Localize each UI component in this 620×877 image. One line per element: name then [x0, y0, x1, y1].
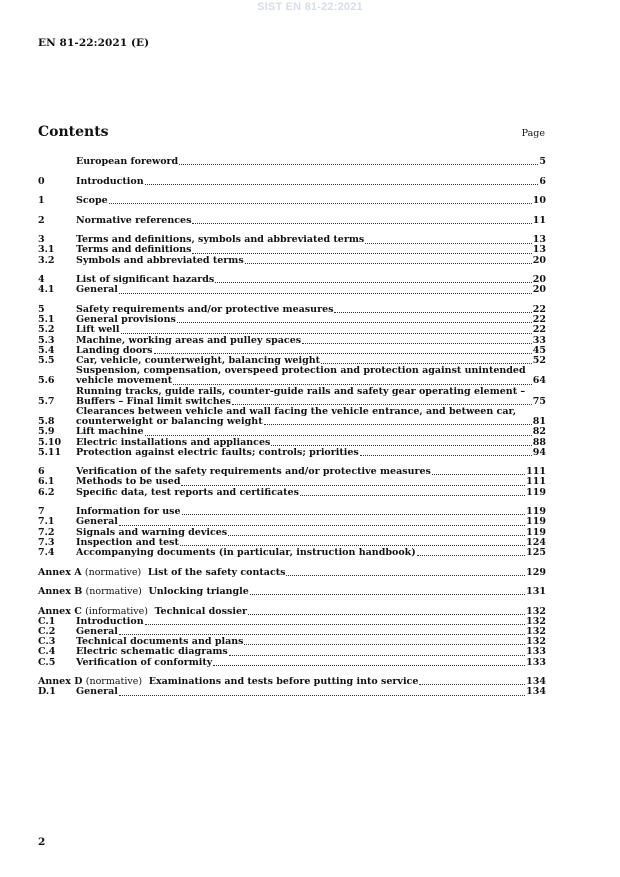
toc-entry-title: Machine, working areas and pulley spaces [76, 334, 302, 346]
toc-entry[interactable] [38, 285, 546, 295]
toc-entry-number: 5.7 [38, 395, 55, 407]
toc-entry-page: 20 [532, 284, 546, 296]
toc-entry-title: Inspection and test [76, 536, 179, 548]
toc-entry-title: Technical documents and plans [76, 636, 244, 648]
toc-entry-title: Technical dossier [154, 605, 247, 617]
toc-entry-page: 45 [532, 344, 546, 356]
page-column-label: Page [521, 128, 545, 139]
toc-dot-leader [145, 183, 539, 185]
toc-entry[interactable] [38, 387, 546, 407]
toc-entry-title: Symbols and abbreviated terms [76, 254, 244, 266]
toc-entry-page: 88 [532, 436, 546, 448]
toc-entry-number: 6 [38, 466, 45, 478]
toc-annex-type: (normative) [85, 676, 143, 688]
toc-dot-leader [180, 544, 525, 546]
toc-entry-page: 13 [532, 244, 546, 256]
toc-dot-leader [154, 352, 532, 354]
toc-dot-leader [213, 664, 525, 666]
toc-entry-number: 3.1 [38, 244, 55, 256]
toc-entry-title: Terms and definitions [76, 244, 192, 256]
toc-dot-leader [215, 281, 532, 283]
toc-entry-number: D.1 [38, 686, 56, 698]
toc-entry-title-continued: vehicle movement [76, 375, 173, 387]
toc-entry-number: 5.8 [38, 416, 55, 428]
toc-entry-page: 134 [526, 686, 546, 698]
toc-entry-page: 133 [526, 656, 546, 668]
toc-dot-leader [419, 683, 525, 685]
toc-entry[interactable] [38, 548, 546, 558]
toc-entry[interactable] [38, 448, 546, 458]
toc-entry-page: 82 [532, 426, 546, 438]
toc-entry[interactable] [38, 157, 546, 167]
toc-entry-number: C.2 [38, 626, 56, 638]
toc-annex-label [38, 587, 148, 597]
toc-entry-number: 4.1 [38, 284, 55, 296]
toc-entry[interactable] [38, 196, 546, 206]
toc-dot-leader [145, 434, 532, 436]
toc-entry-title: Accompanying documents (in particular, instruction handbook) [76, 546, 416, 558]
toc-dot-leader [179, 163, 538, 165]
toc-annex-id: Annex C [38, 605, 82, 617]
toc-entry-number: 7.1 [38, 516, 55, 528]
toc-dot-leader [365, 242, 532, 244]
toc-entry[interactable] [38, 216, 546, 226]
toc-entry-page: 22 [532, 304, 546, 316]
toc-entry-page: 6 [539, 175, 546, 187]
toc-entry-title: Car, vehicle, counterweight, balancing weight [76, 354, 321, 366]
toc-entry-number: 7.2 [38, 526, 55, 538]
toc-entry-number: 3 [38, 234, 45, 246]
toc-entry-number: 7.3 [38, 536, 55, 548]
toc-dot-leader [250, 593, 525, 595]
toc-entry-title: Information for use [76, 506, 181, 518]
toc-entry-title: Examinations and tests before putting into service [148, 676, 419, 688]
toc-entry-title: Safety requirements and/or protective measures [76, 304, 334, 316]
toc-entry-number: 5.2 [38, 324, 55, 336]
table-of-contents [38, 157, 546, 698]
toc-entry-title: Suspension, compensation, overspeed protection and protection against unintended [76, 365, 526, 377]
toc-entry-page: 64 [532, 375, 546, 387]
toc-entry-title: Electric installations and appliances [76, 436, 271, 448]
toc-entry-number: 3.2 [38, 254, 55, 266]
toc-dot-leader [181, 484, 525, 486]
toc-entry-title: Verification of conformity [76, 656, 213, 668]
toc-entry-number: 6.2 [38, 486, 55, 498]
toc-entry-title-continued: Buffers – Final limit switches [76, 395, 232, 407]
toc-entry-title: List of the safety contacts [147, 566, 286, 578]
toc-entry-number: 7.4 [38, 546, 55, 558]
toc-entry-page: 119 [526, 486, 546, 498]
toc-entry-number: C.3 [38, 636, 56, 648]
toc-entry-number: 5.1 [38, 314, 55, 326]
toc-entry-number: 5.10 [38, 436, 62, 448]
toc-dot-leader [121, 332, 532, 334]
toc-dot-leader [417, 554, 525, 556]
toc-entry[interactable] [38, 366, 546, 386]
toc-dot-leader [119, 524, 525, 526]
toc-entry-page: 5 [539, 155, 546, 167]
toc-entry-title: Specific data, test reports and certificates [76, 486, 299, 498]
toc-entry-number: 5.9 [38, 426, 55, 438]
toc-annex-id: Annex A [38, 566, 82, 578]
toc-entry-number: 2 [38, 214, 45, 226]
toc-dot-leader [334, 311, 531, 313]
toc-dot-leader [245, 262, 532, 264]
toc-entry[interactable] [38, 587, 546, 597]
toc-entry-page: 10 [532, 195, 546, 207]
toc-entry-page: 111 [526, 466, 546, 478]
contents-heading: Contents [38, 124, 109, 140]
toc-entry-title: Lift machine [76, 426, 144, 438]
toc-entry[interactable] [38, 568, 546, 578]
toc-entry-page: 119 [526, 516, 546, 528]
toc-dot-leader [432, 473, 525, 475]
toc-dot-leader [302, 342, 532, 344]
toc-dot-leader [321, 362, 532, 364]
toc-entry-number: 5.11 [38, 446, 62, 458]
toc-entry-number: 1 [38, 195, 45, 207]
toc-entry-number: 0 [38, 175, 45, 187]
toc-entry-number: 5 [38, 304, 45, 316]
toc-entry-title: Unlocking triangle [148, 586, 249, 598]
toc-annex-label [38, 568, 148, 578]
toc-entry-title: Protection against electric faults; controls; priorities [76, 446, 359, 458]
toc-dot-leader [173, 383, 532, 385]
toc-dot-leader [192, 222, 531, 224]
toc-dot-leader [177, 321, 532, 323]
toc-entry-page: 125 [526, 546, 546, 558]
toc-entry-number: 5.5 [38, 354, 55, 366]
toc-entry-title: Landing doors [76, 344, 153, 356]
toc-dot-leader [286, 574, 525, 576]
toc-dot-leader [192, 252, 531, 254]
toc-entry[interactable] [38, 488, 546, 498]
toc-dot-leader [300, 494, 525, 496]
toc-entry-page: 22 [532, 324, 546, 336]
toc-annex-type: (normative) [84, 566, 142, 578]
toc-entry-title: Verification of the safety requirements and/or protective measures [76, 466, 431, 478]
toc-dot-leader [360, 454, 532, 456]
toc-annex-type: (informative) [85, 605, 148, 617]
toc-entry-number: 7 [38, 506, 45, 518]
toc-entry-title: General [76, 284, 118, 296]
toc-entry-title: General provisions [76, 314, 176, 326]
toc-dot-leader [264, 423, 532, 425]
toc-entry-page: 124 [526, 536, 546, 548]
toc-entry-title-continued: counterweight or balancing weight [76, 416, 263, 428]
toc-entry-title: Electric schematic diagrams [76, 646, 228, 658]
toc-entry-title: General [76, 516, 118, 528]
toc-entry-number: C.5 [38, 656, 56, 668]
toc-dot-leader [109, 202, 532, 204]
toc-entry-number: 4 [38, 274, 45, 286]
toc-entry-page: 134 [526, 676, 546, 688]
toc-entry-page: 132 [526, 605, 546, 617]
toc-entry-page: 131 [526, 586, 546, 598]
toc-entry-number: 5.4 [38, 344, 55, 356]
toc-entry-page: 132 [526, 626, 546, 638]
toc-entry[interactable] [38, 407, 546, 427]
toc-entry-page: 20 [532, 254, 546, 266]
toc-entry-page: 94 [532, 446, 546, 458]
toc-entry-number: C.4 [38, 646, 56, 658]
toc-entry[interactable] [38, 658, 546, 668]
toc-entry-page: 11 [532, 214, 546, 226]
toc-entry-title: Running tracks, guide rails, counter-guide rails and safety gear operating element – [76, 385, 526, 397]
toc-entry-number: C.1 [38, 615, 56, 627]
toc-entry-page: 22 [532, 314, 546, 326]
toc-entry-page: 133 [526, 646, 546, 658]
toc-dot-leader [228, 534, 525, 536]
toc-dot-leader [119, 633, 525, 635]
toc-entry-page: 13 [532, 234, 546, 246]
toc-entry[interactable] [38, 427, 546, 437]
toc-entry-title: Methods to be used [76, 476, 181, 488]
toc-dot-leader [182, 513, 526, 515]
toc-entry[interactable] [38, 177, 546, 187]
toc-dot-leader [244, 643, 525, 645]
toc-entry-title: Terms and definitions, symbols and abbreviated terms [76, 234, 365, 246]
toc-entry-title: List of significant hazards [76, 274, 215, 286]
toc-entry-page: 111 [526, 476, 546, 488]
toc-dot-leader [232, 403, 532, 405]
toc-dot-leader [248, 613, 525, 615]
toc-dot-leader [119, 292, 532, 294]
toc-entry-title: Introduction [76, 615, 144, 627]
toc-entry-number: 5.3 [38, 334, 55, 346]
toc-entry-page: 81 [532, 416, 546, 428]
toc-entry-title: General [76, 686, 118, 698]
toc-entry-title: Clearances between vehicle and wall facing the vehicle entrance, and between car, [76, 405, 517, 417]
toc-entry-title: Normative references [76, 214, 192, 226]
toc-entry-page: 132 [526, 615, 546, 627]
toc-entry[interactable] [38, 687, 546, 697]
toc-dot-leader [271, 444, 531, 446]
toc-entry-page: 129 [526, 566, 546, 578]
page-number: 2 [38, 836, 46, 848]
toc-entry-page: 20 [532, 274, 546, 286]
toc-dot-leader [229, 654, 525, 656]
toc-entry-page: 119 [526, 526, 546, 538]
watermark: SIST EN 81-22:2021 [257, 1, 363, 13]
toc-dot-leader [145, 623, 526, 625]
toc-entry-number: 6.1 [38, 476, 55, 488]
toc-entry-title: Lift well [76, 324, 120, 336]
toc-entry-page: 132 [526, 636, 546, 648]
toc-entry-title: General [76, 626, 118, 638]
toc-entry-number: 5.6 [38, 375, 55, 387]
toc-annex-id: Annex B [38, 586, 83, 598]
document-id: EN 81-22:2021 (E) [38, 37, 150, 49]
toc-annex-type: (normative) [85, 586, 142, 598]
toc-annex-id: Annex D [38, 676, 83, 688]
toc-entry-title: Introduction [76, 175, 144, 187]
toc-entry-page: 75 [532, 395, 546, 407]
toc-entry-page: 119 [526, 506, 546, 518]
toc-entry-title: European foreword [76, 155, 179, 167]
toc-entry-page: 52 [532, 354, 546, 366]
toc-entry-page: 33 [532, 334, 546, 346]
toc-entry-title: Scope [76, 195, 108, 207]
toc-entry[interactable] [38, 256, 546, 266]
toc-dot-leader [119, 694, 525, 696]
toc-entry-title: Signals and warning devices [76, 526, 228, 538]
